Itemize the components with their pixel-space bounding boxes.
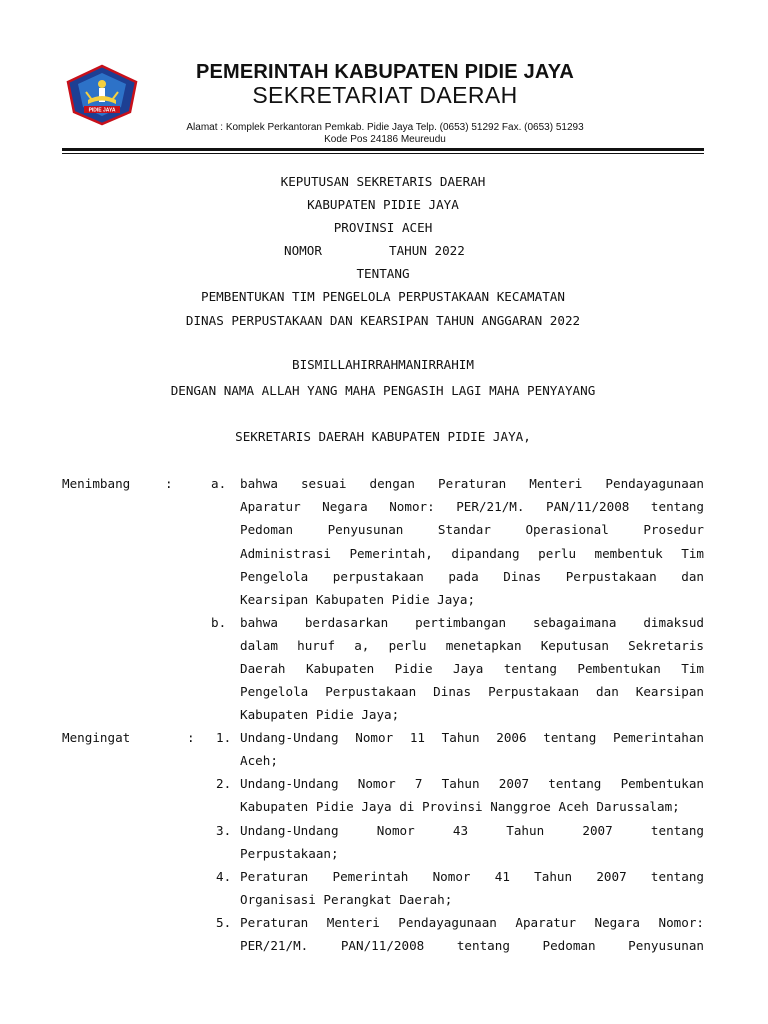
item-4-marker: 4.: [216, 869, 232, 884]
point-b-line: bahwa berdasarkan pertimbangan sebagaimana dimaksud: [240, 615, 704, 630]
item-4-line: Peraturan Pemerintah Nomor 41 Tahun 2007 tentang: [240, 869, 704, 884]
item-1-line: Undang-Undang Nomor 11 Tahun 2006 tentang Pemerintahan: [240, 730, 704, 745]
item-2-line: Undang-Undang Nomor 7 Tahun 2007 tentang Pembentukan: [240, 776, 704, 791]
decree-about-label: TENTANG: [356, 266, 410, 281]
issuing-official: SEKRETARIS DAERAH KABUPATEN PIDIE JAYA,: [235, 429, 531, 444]
letterhead-divider-thin: [62, 153, 704, 154]
decree-subject-line-2: DINAS PERPUSTAKAAN DAN KEARSIPAN TAHUN ANGGARAN 2022: [185, 313, 581, 328]
point-a-marker: a.: [211, 476, 227, 491]
point-a-line: Kearsipan Kabupaten Pidie Jaya;: [240, 592, 476, 607]
point-b-line: Kabupaten Pidie Jaya;: [240, 707, 400, 722]
letterhead-government-name: PEMERINTAH KABUPATEN PIDIE JAYA: [195, 61, 575, 83]
letterhead-office-name: SEKRETARIAT DAERAH: [252, 82, 518, 108]
point-a-line: Aparatur Negara Nomor: PER/21/M. PAN/11/2008 tentang: [240, 499, 704, 514]
item-3-line: Perpustakaan;: [240, 846, 339, 861]
decree-subject-line-1: PEMBENTUKAN TIM PENGELOLA PERPUSTAKAAN KECAMATAN: [201, 289, 565, 304]
item-2-marker: 2.: [216, 776, 232, 791]
svg-text:PIDIE JAYA: PIDIE JAYA: [88, 107, 116, 114]
point-b-marker: b.: [211, 615, 227, 630]
decree-title-line-1: KEPUTUSAN SEKRETARIS DAERAH: [280, 174, 486, 189]
point-a-line: Pengelola perpustakaan pada Dinas Perpustakaan dan: [240, 569, 704, 584]
point-a-line: Pedoman Penyusunan Standar Operasional Prosedur: [240, 522, 704, 537]
point-a-line: Administrasi Pemerintah, dipandang perlu membentuk Tim: [240, 546, 704, 561]
menimbang-label: Menimbang: [62, 476, 131, 491]
item-2-line: Kabupaten Pidie Jaya di Provinsi Nanggroe Aceh Darussalam;: [240, 799, 680, 814]
mengingat-colon: :: [187, 730, 195, 745]
regency-emblem-icon: [62, 62, 142, 126]
item-3-line: Undang-Undang Nomor 43 Tahun 2007 tentang: [240, 823, 704, 838]
letterhead-divider-thick: [62, 148, 704, 151]
decree-year: TAHUN 2022: [389, 243, 465, 258]
item-5-line: PER/21/M. PAN/11/2008 tentang Pedoman Penyusunan: [240, 938, 704, 953]
bismillah-line: BISMILLAHIRRAHMANIRRAHIM: [292, 357, 474, 372]
item-1-marker: 1.: [216, 730, 232, 745]
decree-number-label: NOMOR: [284, 243, 322, 258]
item-3-marker: 3.: [216, 823, 232, 838]
point-a-line: bahwa sesuai dengan Peraturan Menteri Pendayagunaan: [240, 476, 704, 491]
point-b-line: Daerah Kabupaten Pidie Jaya tentang Pembentukan Tim: [240, 661, 704, 676]
address-line: Alamat : Komplek Perkantoran Pemkab. Pidie Jaya Telp. (0653) 51292 Fax. (0653) 51293: [186, 122, 584, 133]
letterhead-address: [150, 122, 620, 146]
menimbang-colon: :: [165, 476, 173, 491]
point-b-line: dalam huruf a, perlu menetapkan Keputusan Sekretaris: [240, 638, 704, 653]
item-5-marker: 5.: [216, 915, 232, 930]
item-5-line: Peraturan Menteri Pendayagunaan Aparatur Negara Nomor:: [240, 915, 704, 930]
decree-title-line-2: KABUPATEN PIDIE JAYA: [307, 197, 459, 212]
mengingat-label: Mengingat: [62, 730, 131, 745]
item-1-line: Aceh;: [240, 753, 278, 768]
point-b-line: Pengelola Perpustakaan Dinas Perpustakaan dan Kearsipan: [240, 684, 704, 699]
postal-code-line: Kode Pos 24186 Meureudu: [324, 134, 446, 145]
invocation-line: DENGAN NAMA ALLAH YANG MAHA PENGASIH LAGI MAHA PENYAYANG: [170, 383, 596, 398]
item-4-line: Organisasi Perangkat Daerah;: [240, 892, 453, 907]
decree-title-line-3: PROVINSI ACEH: [333, 220, 433, 235]
